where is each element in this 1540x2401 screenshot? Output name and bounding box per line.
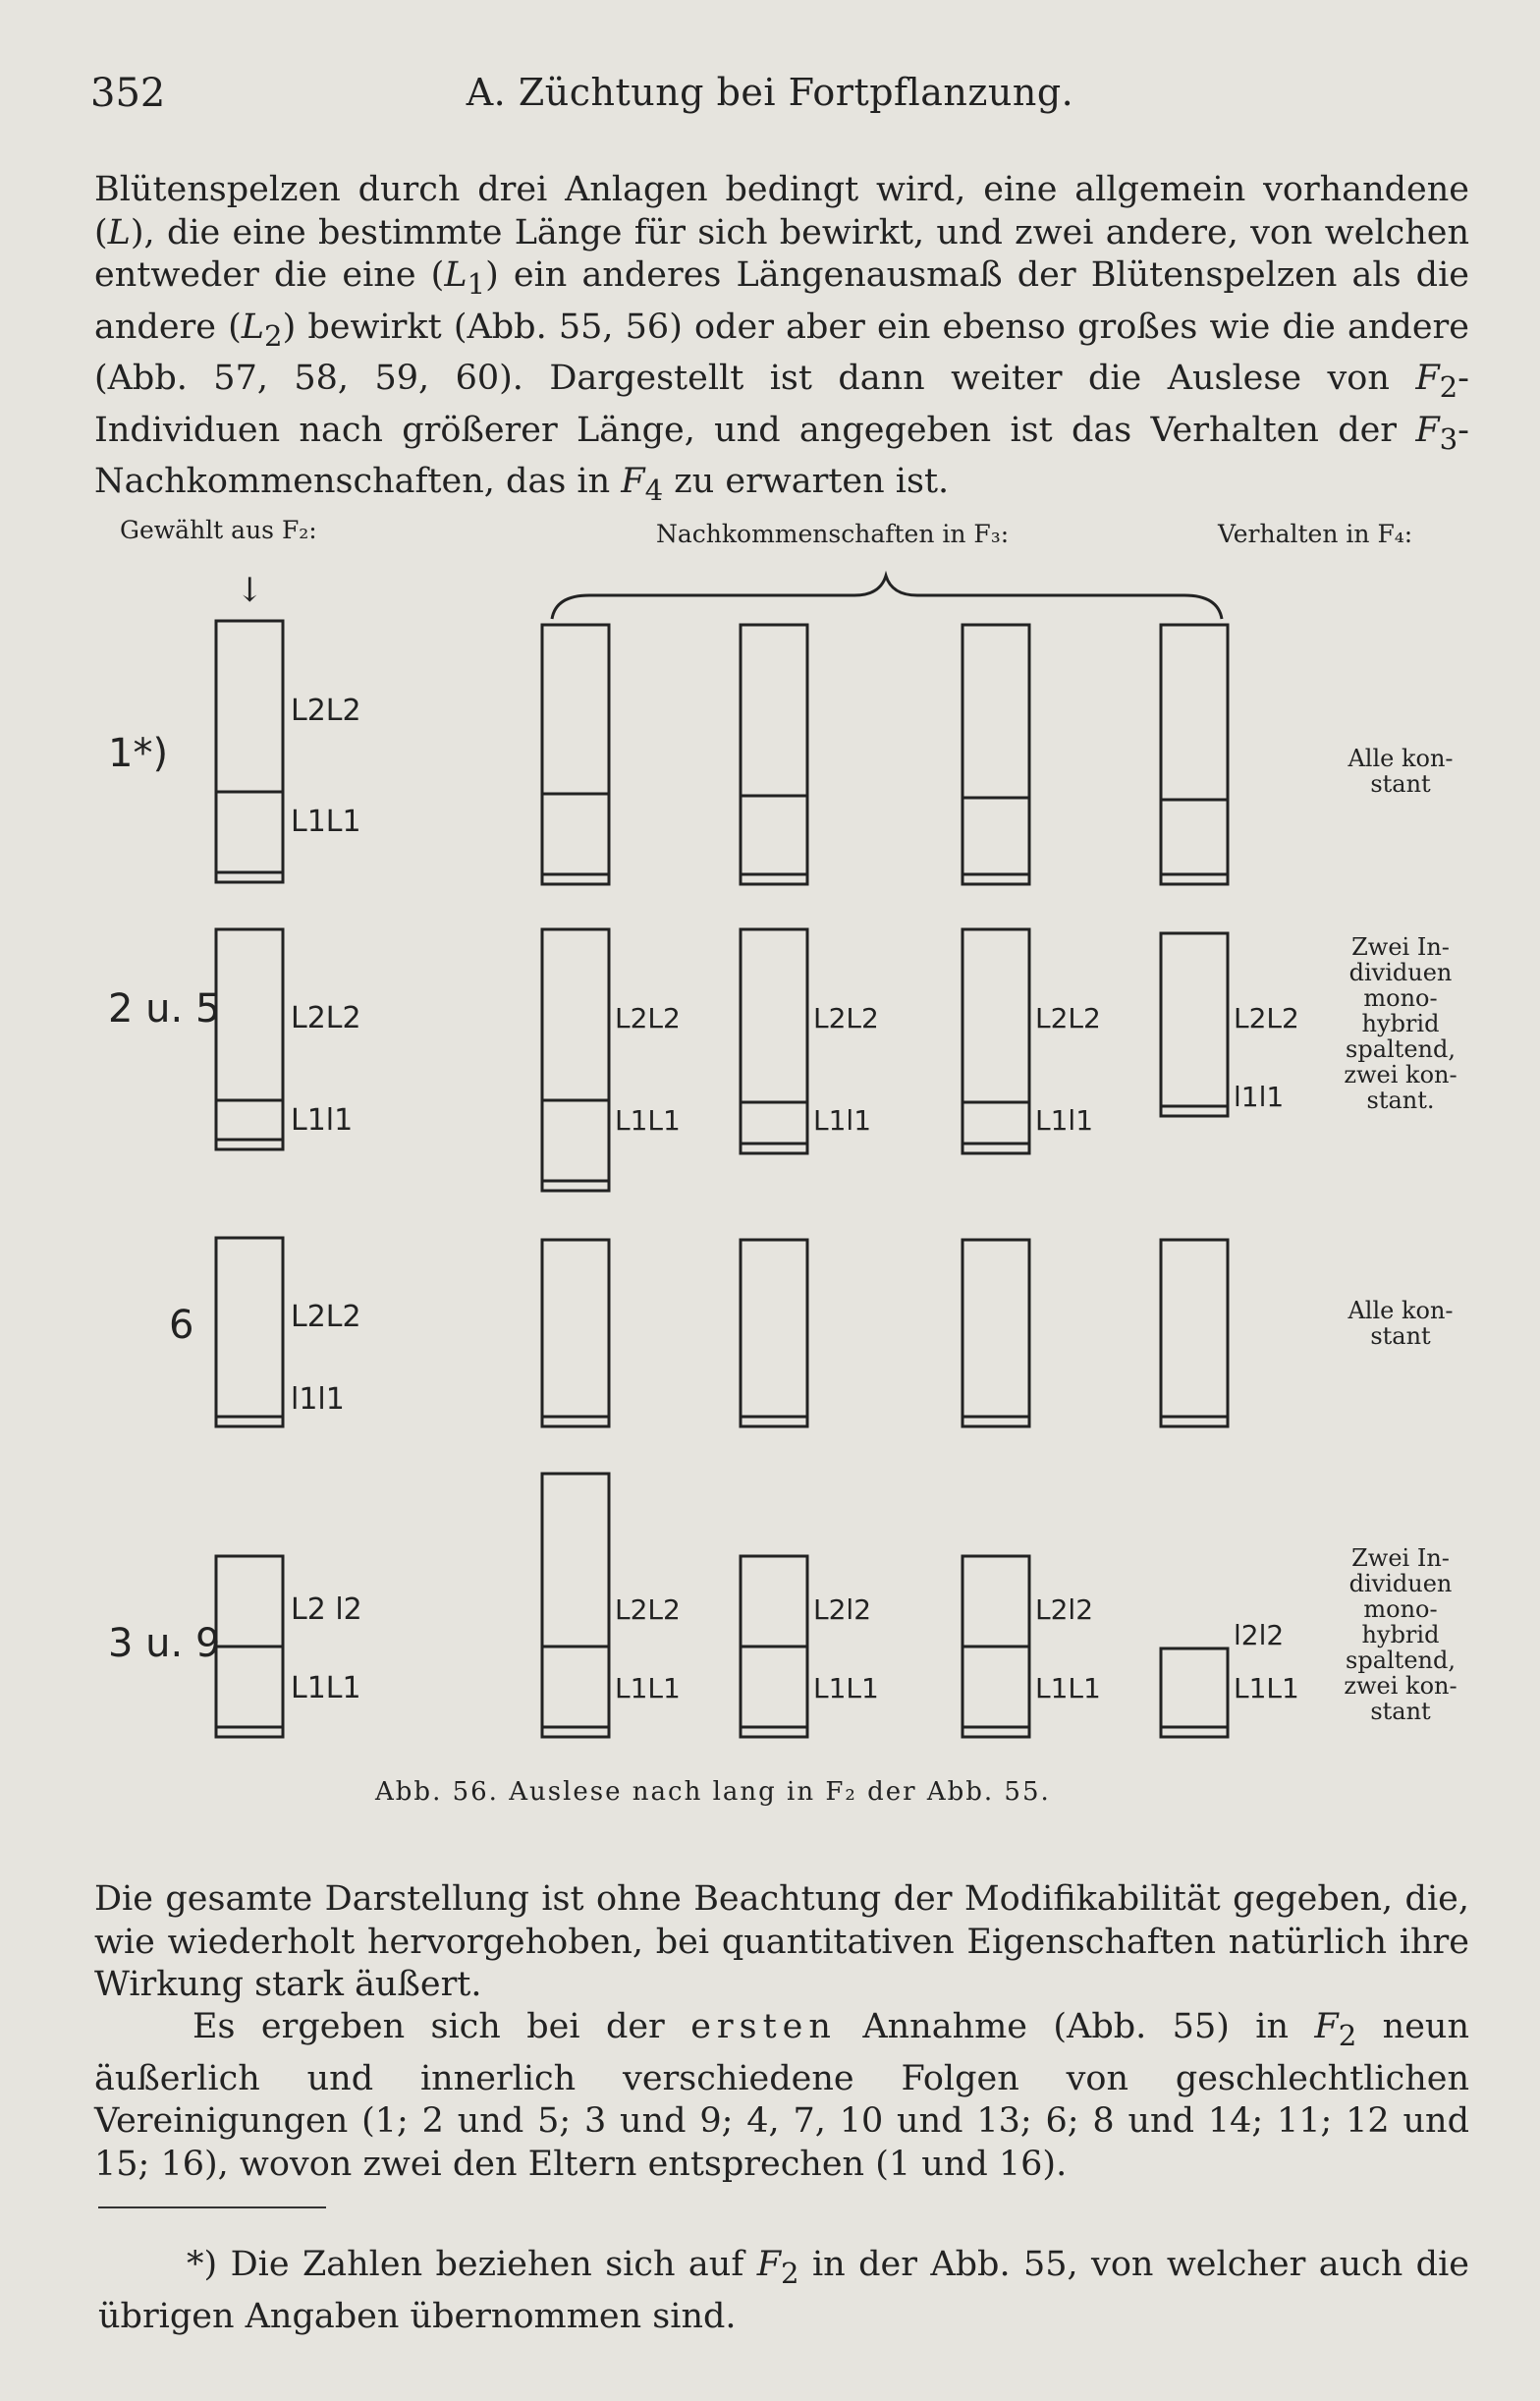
f4-behavior-text: zwei kon-	[1344, 1672, 1458, 1700]
f4-behavior-text: hybrid	[1361, 1621, 1440, 1648]
offspring-tube	[741, 929, 807, 1153]
offspring-genotype-label: L1L1	[615, 1104, 681, 1137]
row-label: 1*)	[108, 731, 169, 776]
footnote: *) Die Zahlen beziehen sich auf $F_2$ in der Abb. 55, von welcher auch die übrigen Angaben übernommen sind.	[98, 2245, 1469, 2336]
parent-tube	[216, 929, 283, 1149]
parent-genotype-label: l1l1	[291, 1382, 345, 1417]
offspring-tube	[741, 625, 807, 884]
paragraph-annahme: Es ergeben sich bei der ersten Annahme (Abb. 55) in $F_2$ neun äußerlich und innerlich verschiedene Folgen von geschlechtlichen Vereinigungen (1; 2 und 5; 3 und 9; 4, 7, 10 und 13; 6; 8 und 14; 11; 12 und 15; 16), wovon zwei den Eltern entsprechen (1 und 16).	[94, 2007, 1470, 2184]
f4-behavior-text: Alle kon-	[1348, 1297, 1454, 1324]
offspring-brace	[552, 576, 1222, 619]
offspring-genotype-label: L1l1	[1035, 1104, 1094, 1137]
paragraph-modifikabilitaet: Die gesamte Darstellung ist ohne Beachtung der Modifikabilität gegeben, die, wie wiederholt hervorgehoben, bei quantitativen Eigenschaften natürlich ihre Wirkung stark äußert.	[94, 1879, 1469, 2004]
paragraph-intro: Blütenspelzen durch drei Anlagen bedingt wird, eine allgemein vorhandene (L), die eine bestimmte Länge für sich bewirkt, und zwei andere, von welchen entweder die eine $(L_1)$ ein anderes Längenausmaß der Blütenspelzen als die andere $(L_2)$ bewirkt (Abb. 55, 56) oder aber ein ebenso großes wie die andere (Abb. 57, 58, 59, 60). Dargestellt ist dann weiter die Auslese von $F_2$-Individuen nach größerer Länge, und angegeben ist das Verhalten der $F_3$-Nachkommenschaften, das in $F_4$ zu erwarten ist.	[94, 170, 1469, 507]
f4-behavior-text: Alle kon-	[1348, 745, 1454, 772]
f4-behavior-text: mono-	[1363, 1595, 1438, 1623]
f4-behavior-text: mono-	[1363, 984, 1438, 1012]
parent-genotype-label: L2L2	[291, 1001, 361, 1035]
offspring-genotype-label: L2L2	[615, 1593, 681, 1626]
parent-genotype-label: L2L2	[291, 1300, 361, 1334]
offspring-tube	[741, 1240, 807, 1426]
offspring-tube	[1161, 933, 1228, 1116]
page-number: 352	[90, 71, 166, 116]
offspring-genotype-label: L2l2	[1035, 1593, 1094, 1626]
f4-behavior-text: spaltend,	[1346, 1647, 1456, 1674]
offspring-tube	[542, 625, 609, 884]
f4-behavior-text: zwei kon-	[1344, 1061, 1458, 1089]
offspring-genotype-label: l1l1	[1234, 1081, 1285, 1113]
offspring-tube	[542, 929, 609, 1191]
parent-tube	[216, 1238, 283, 1426]
row-label: 2 u. 5	[108, 986, 221, 1032]
f4-behavior-text: stant.	[1366, 1087, 1435, 1114]
offspring-genotype-label: L1L1	[615, 1672, 681, 1704]
f4-behavior-text: stant	[1370, 1322, 1431, 1350]
offspring-genotype-label: L2L2	[1035, 1002, 1101, 1034]
f4-behavior-text: dividuen	[1348, 959, 1453, 986]
figure-header-behavior: Verhalten in F₄:	[1218, 520, 1413, 548]
parent-genotype-label: L1L1	[291, 805, 361, 839]
offspring-tube	[542, 1474, 609, 1737]
row-label: 3 u. 9	[108, 1621, 221, 1666]
parent-genotype-label: L1L1	[291, 1671, 361, 1705]
offspring-genotype-label: L1l1	[813, 1104, 872, 1137]
offspring-tube	[542, 1240, 609, 1426]
figure-header-offspring: Nachkommenschaften in F₃:	[656, 520, 1010, 548]
footnote-rule	[98, 2206, 326, 2208]
offspring-genotype-label: L1L1	[1234, 1672, 1299, 1704]
parent-genotype-label: L2 l2	[291, 1592, 362, 1627]
f4-behavior-text: stant	[1370, 1698, 1431, 1725]
parent-genotype-label: L1l1	[291, 1103, 354, 1138]
selection-arrow: ↓	[236, 571, 264, 610]
f4-behavior-text: stant	[1370, 770, 1431, 798]
figure-header-selected: Gewählt aus F₂:	[120, 516, 317, 544]
parent-tube	[216, 621, 283, 882]
offspring-genotype-label: l2l2	[1234, 1619, 1285, 1651]
offspring-tube	[962, 929, 1029, 1153]
row-label: 6	[169, 1303, 194, 1348]
f4-behavior-text: Zwei In-	[1351, 933, 1450, 961]
offspring-genotype-label: L1L1	[1035, 1672, 1101, 1704]
parent-genotype-label: L2L2	[291, 694, 361, 728]
offspring-tube	[1161, 1240, 1228, 1426]
offspring-genotype-label: L2l2	[813, 1593, 872, 1626]
offspring-genotype-label: L2L2	[813, 1002, 879, 1034]
offspring-genotype-label: L2L2	[615, 1002, 681, 1034]
offspring-tube	[962, 1240, 1029, 1426]
offspring-genotype-label: L1L1	[813, 1672, 879, 1704]
f4-behavior-text: Zwei In-	[1351, 1544, 1450, 1572]
offspring-genotype-label: L2L2	[1234, 1002, 1299, 1034]
offspring-tube	[962, 625, 1029, 884]
running-title: A. Züchtung bei Fortpflanzung.	[466, 71, 1074, 114]
f4-behavior-text: dividuen	[1348, 1570, 1453, 1597]
offspring-tube	[1161, 1648, 1228, 1737]
offspring-tube	[1161, 625, 1228, 884]
f4-behavior-text: spaltend,	[1346, 1035, 1456, 1063]
figure-caption: Abb. 56. Auslese nach lang in F₂ der Abb. 55.	[375, 1777, 1051, 1807]
f4-behavior-text: hybrid	[1361, 1010, 1440, 1037]
